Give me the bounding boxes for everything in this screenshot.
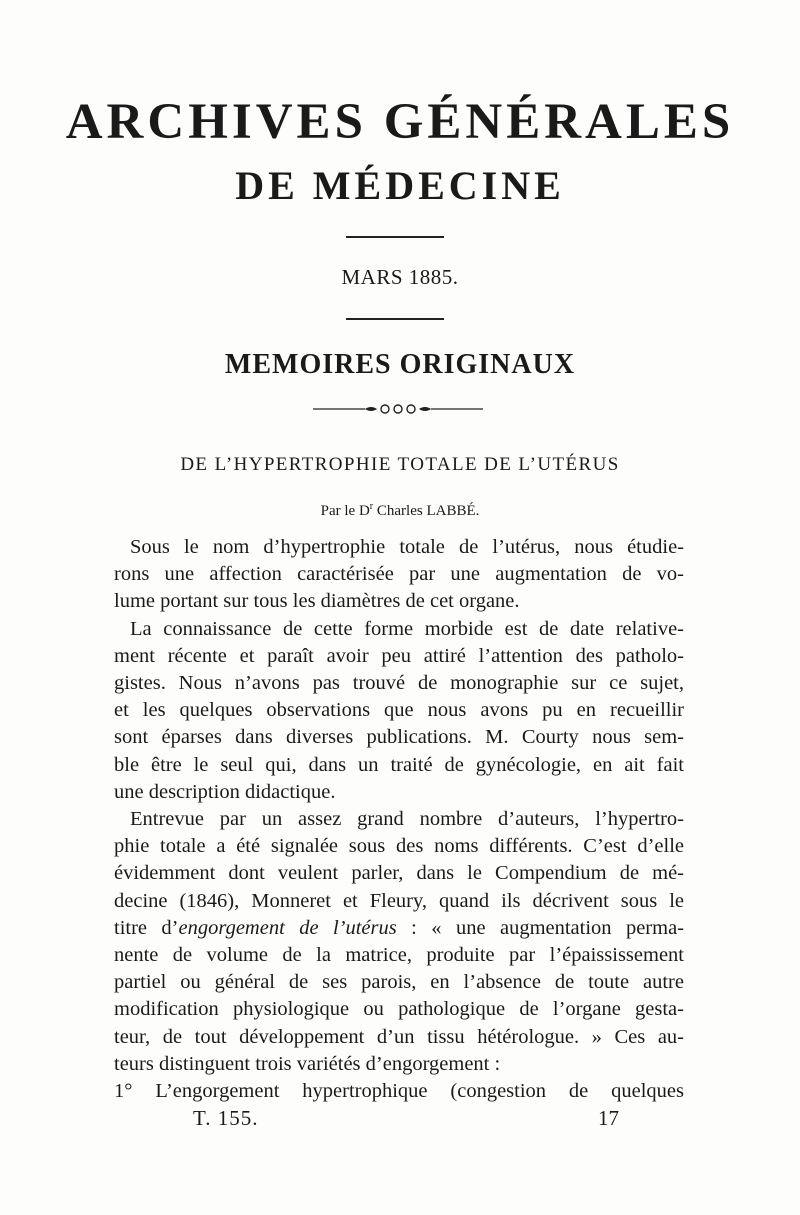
- body-line: Sous le nom d’hypertrophie totale de l’utérus, nous étudie-: [130, 536, 684, 558]
- page-number: 17: [598, 1106, 619, 1130]
- body-line: gistes. Nous n’avons pas trouvé de monographie sur ce sujet,: [114, 672, 684, 695]
- byline-name: Charles LABBÉ.: [373, 503, 480, 519]
- body-line: et les quelques observations que nous avons pu en recueillir: [114, 699, 684, 722]
- journal-title-line2: DE MÉDECINE: [235, 163, 565, 208]
- body-line-mixed: [114, 915, 684, 942]
- volume-number: T. 155.: [193, 1106, 259, 1130]
- body-line: nente de volume de la matrice, produite par l’épaississement: [114, 944, 684, 967]
- body-line: modification physiologique ou pathologique de l’organe gesta-: [114, 998, 684, 1021]
- article-byline: [0, 496, 800, 522]
- section-title: MEMOIRES ORIGINAUX: [224, 349, 576, 380]
- ornament-divider-icon: [313, 402, 483, 416]
- body-line: ment récente et paraît avoir peu attiré l’attention des patholo-: [114, 644, 684, 667]
- body-line: teur, de tout développement d’un tissu hétérologue. » Ces au-: [114, 1025, 684, 1048]
- article-title: DE L’HYPERTROPHIE TOTALE DE L’UTÉRUS: [180, 454, 620, 475]
- body-line: évidemment dont veulent parler, dans le Compendium de mé-: [114, 862, 684, 885]
- body-line: decine (1846), Monneret et Fleury, quand ils décrivent sous le: [114, 889, 684, 912]
- body-line: Entrevue par un assez grand nombre d’auteurs, l’hypertro-: [130, 808, 684, 831]
- body-line: teurs distinguent trois variétés d’engorgement :: [114, 1052, 501, 1075]
- body-line: phie totale a été signalée sous des noms différents. C’est d’elle: [114, 835, 684, 858]
- body-line: ble être le seul qui, dans un traité de gynécologie, en ait fait: [114, 753, 684, 776]
- body-line: partiel ou général de ses parois, en l’absence de toute autre: [114, 971, 684, 994]
- body-line: La connaissance de cette forme morbide est de date relative-: [130, 617, 684, 640]
- journal-title-line1: ARCHIVES GÉNÉRALES: [65, 94, 735, 150]
- body-line: une description didactique.: [114, 780, 336, 803]
- issue-date: MARS 1885.: [341, 265, 459, 289]
- body-text-segment: : « une augmentation perma-: [396, 916, 684, 939]
- article-body: [114, 534, 684, 1105]
- body-line: rons une affection caractérisée par une augmentation de vo-: [114, 563, 684, 586]
- body-line: lume portant sur tous les diamètres de cet organe.: [114, 590, 520, 613]
- body-line: sont éparses dans diverses publications. M. Courty nous sem-: [114, 726, 684, 749]
- byline-prefix: Par le D: [320, 503, 370, 519]
- divider-rule: [346, 236, 444, 238]
- divider-rule: [346, 318, 444, 320]
- body-italic-segment: engorgement de l’utérus: [178, 916, 397, 939]
- byline-sup: r: [369, 501, 374, 512]
- body-line: 1° L’engorgement hypertrophique (congestion de quelques: [114, 1080, 684, 1103]
- body-text-segment: titre d’: [114, 916, 179, 939]
